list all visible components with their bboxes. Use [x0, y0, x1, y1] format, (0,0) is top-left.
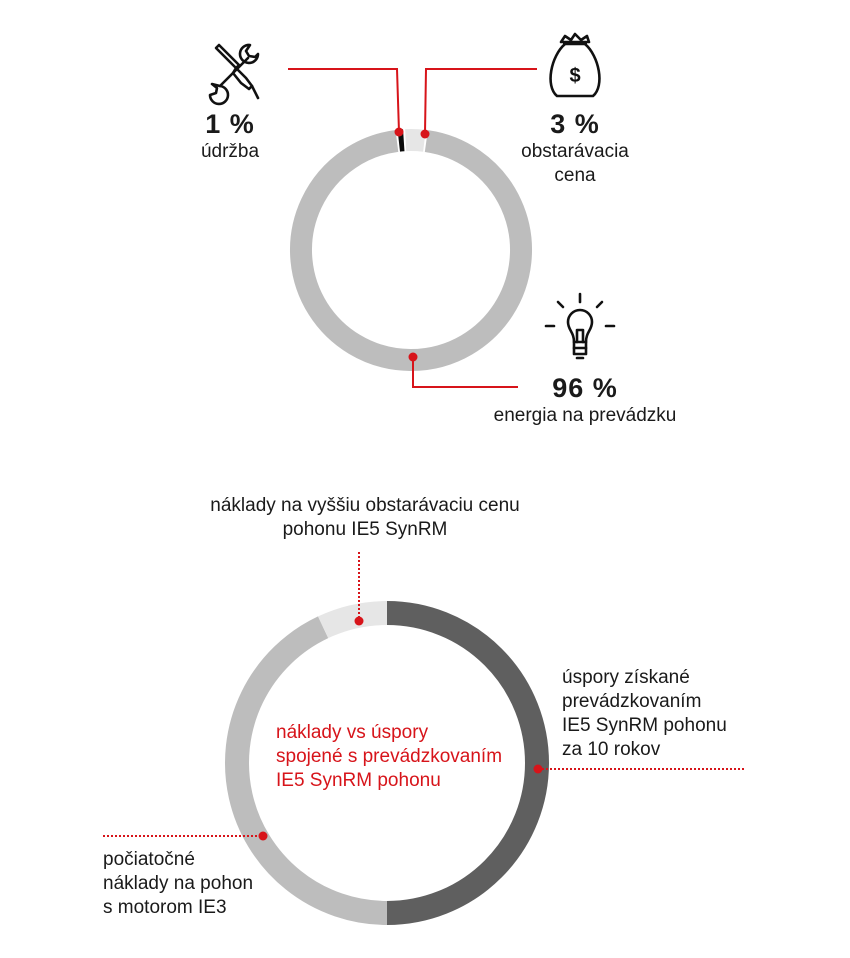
slice-name-line-1: obstarávacia: [521, 141, 629, 162]
percent-value: 96 %: [552, 373, 618, 403]
slice-name: energia na prevádzku: [493, 405, 677, 426]
slice-name: údržba: [200, 141, 260, 162]
wrench-screwdriver-icon: [210, 45, 258, 104]
slice-label-maintenance: [170, 108, 290, 164]
segment-label-line-3: IE5 SynRM pohonu: [562, 715, 727, 736]
segment-label-savings: [562, 666, 762, 762]
donut-center-text: [276, 721, 526, 793]
donut-slice-2: [301, 141, 521, 360]
segment-label-line-1: náklady na vyššiu obstarávaciu cenu: [210, 495, 520, 516]
money-bag-icon: [551, 34, 600, 96]
slice-label-purchase-price: [505, 108, 645, 188]
segment-label-line-1: počiatočné: [103, 849, 195, 870]
donut-chart-cost-breakdown: [301, 140, 521, 360]
center-text-line-3: IE5 SynRM pohonu: [276, 770, 441, 791]
connector-savings: [534, 765, 746, 774]
connector-maintenance: [288, 69, 404, 137]
slice-name-line-2: cena: [554, 165, 596, 186]
percent-value: 3 %: [550, 109, 600, 139]
segment-label-higher-purchase-cost: [175, 494, 555, 542]
light-bulb-icon: [546, 294, 614, 358]
segment-label-initial-costs: [103, 848, 293, 920]
donut-slice-1: [406, 140, 425, 141]
center-text-line-2: spojené s prevádzkovaním: [276, 746, 503, 767]
segment-label-line-3: s motorom IE3: [103, 897, 227, 918]
slice-label-energy: [475, 372, 695, 428]
center-text-line-1: náklady vs úspory: [276, 722, 429, 743]
segment-label-line-2: prevádzkovaním: [562, 691, 702, 712]
segment-label-line-4: za 10 rokov: [562, 739, 661, 760]
percent-value: 1 %: [205, 109, 255, 139]
segment-label-line-2: pohonu IE5 SynRM: [282, 519, 448, 540]
segment-label-line-2: náklady na pohon: [103, 873, 254, 894]
segment-label-line-1: úspory získané: [562, 667, 690, 688]
svg-text:$: $: [569, 65, 581, 87]
